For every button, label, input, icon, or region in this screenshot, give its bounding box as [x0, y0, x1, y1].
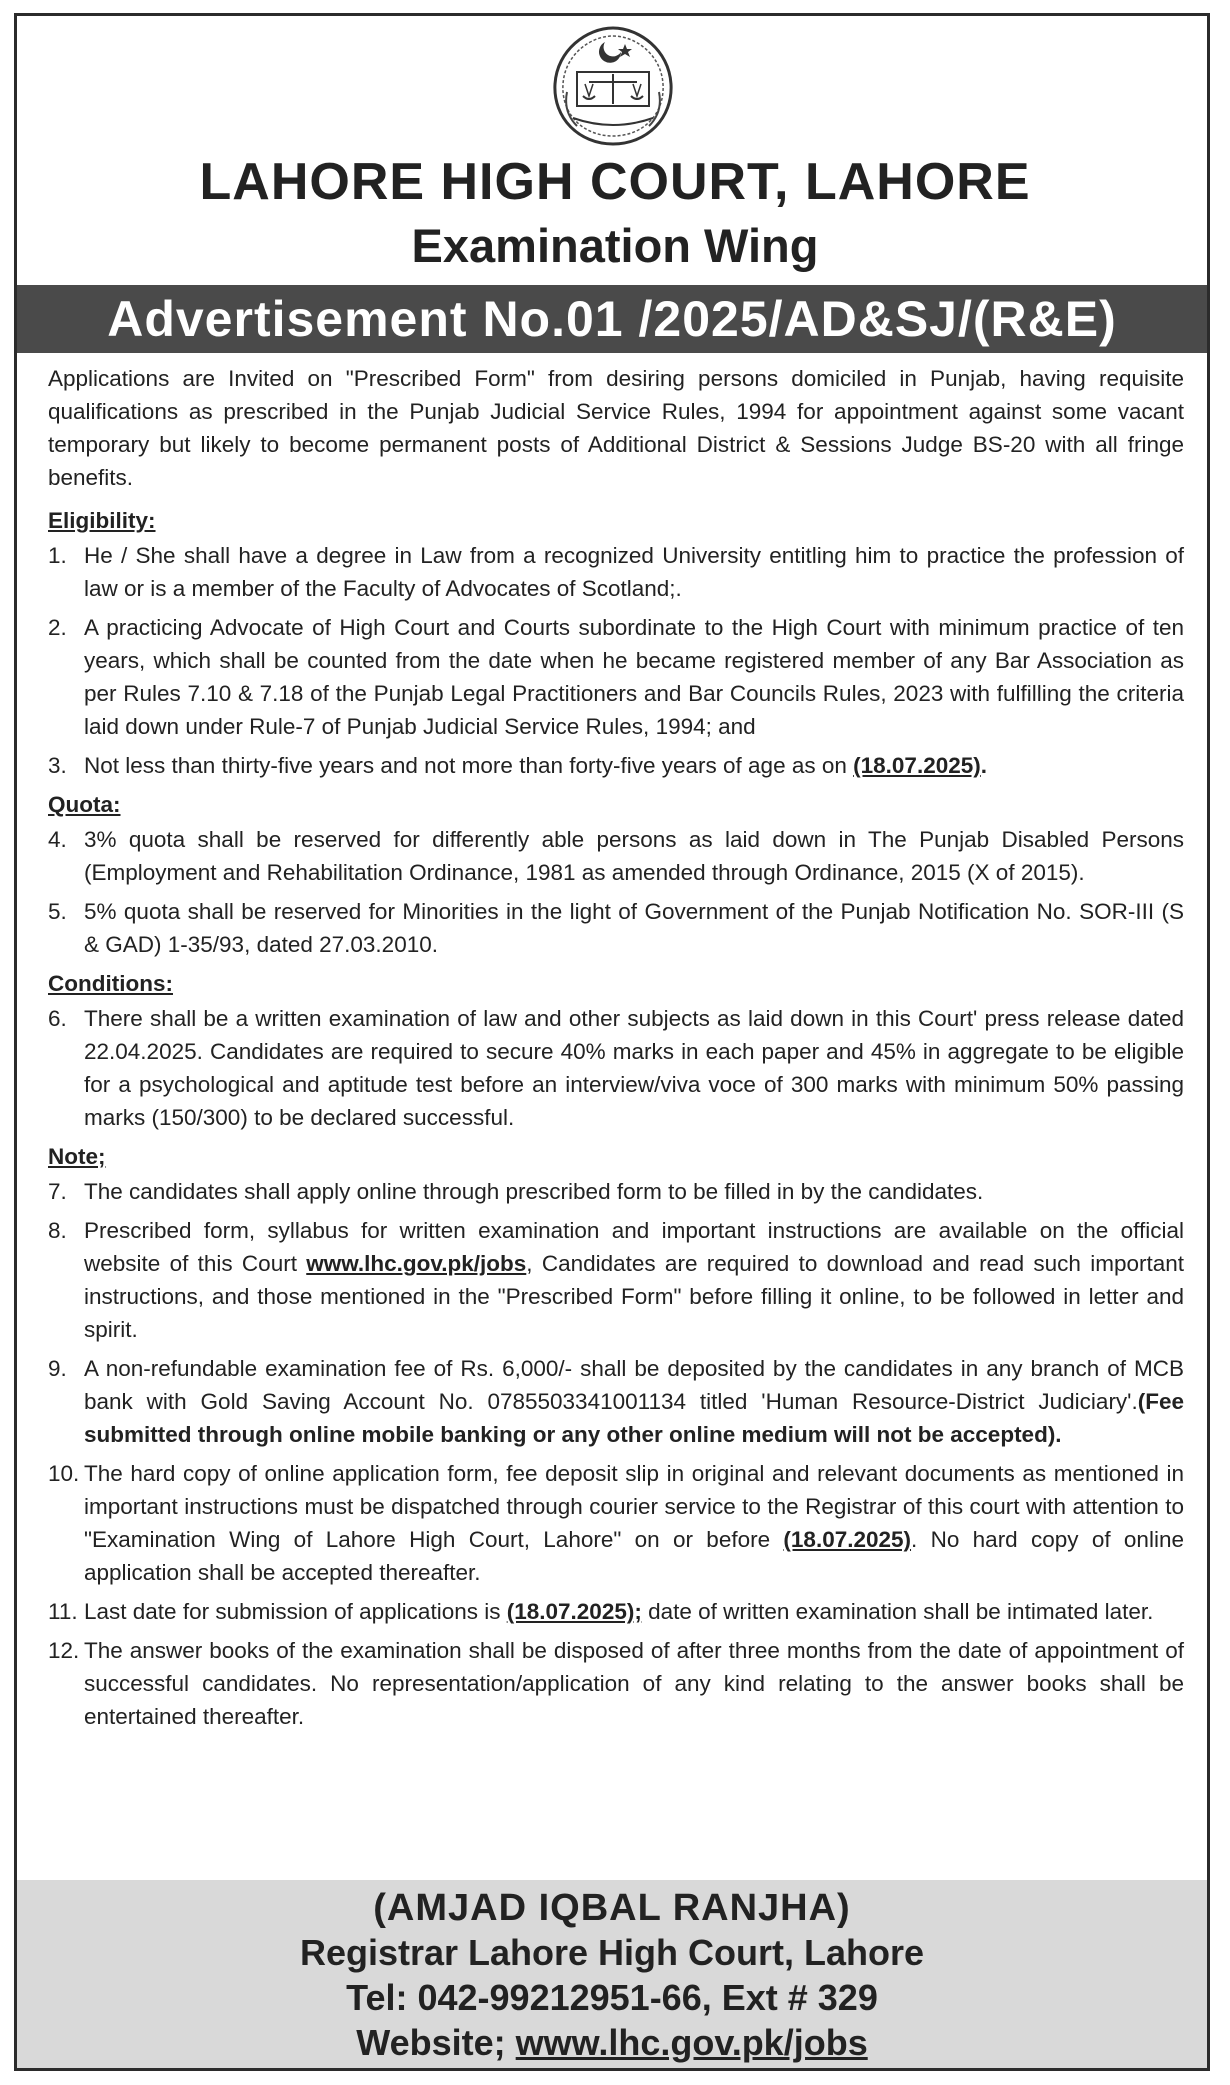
item-text: The answer books of the examination shall be disposed of after three months from the date of appointment of successful candidates. No representation/application of any kind relating to the answer books shall be entertained thereafter.: [84, 1638, 1184, 1729]
item-text: [84, 1352, 1184, 1451]
item-text-part: Prescribed form, syllabus for written examination and important instructions are available on the official website of this Court: [84, 1218, 1184, 1276]
signature-block: [17, 1880, 1207, 2068]
list-item: [48, 1595, 1184, 1628]
jobs-website-link[interactable]: www.lhc.gov.pk/jobs: [306, 1251, 527, 1276]
advertisement-body: [48, 362, 1184, 1739]
item-text: The candidates shall apply online through prescribed form to be filled in by the candidates.: [84, 1179, 984, 1204]
section-eligibility: Eligibility:: [48, 508, 156, 533]
item-text: [84, 1214, 1184, 1346]
item-text-part: , Candidates are required to download and read such important instructions, and those mentioned in the "Prescribed Form" before filling it online, to be followed in letter and spirit.: [84, 1251, 1184, 1342]
item-number: 9.: [48, 1356, 67, 1381]
list-item: [48, 1634, 1184, 1733]
intro-paragraph: Applications are Invited on "Prescribed Form" from desiring persons domiciled in Punjab, having requisite qualifications as prescribed in the Punjab Judicial Service Rules, 1994 for appointment against some vacant temporary but likely to become permanent posts of Additional District & Sessions Judge BS-20 with all fringe benefits.: [48, 366, 1184, 490]
age-date: (18.07.2025): [853, 753, 981, 778]
registrar-name: (AMJAD IQBAL RANJHA): [373, 1887, 851, 1929]
wing-title: Examination Wing: [411, 219, 819, 272]
item-number: 11.: [48, 1599, 78, 1624]
item-text: 5% quota shall be reserved for Minorities in the light of Government of the Punjab Notification No. SOR-III (S & GAD) 1-35/93, dated 27.03.2010.: [84, 899, 1184, 957]
item-text-end: date of written examination shall be intimated later.: [641, 1599, 1154, 1624]
court-title: LAHORE HIGH COURT, LAHORE: [199, 153, 1031, 211]
list-item: [48, 1175, 1184, 1208]
contact-phone: Tel: 042-99212951-66, Ext # 329: [346, 1977, 878, 2018]
item-text-part: Last date for submission of applications is: [84, 1599, 501, 1624]
list-item: [48, 749, 1184, 782]
item-text: [84, 749, 1184, 782]
advertisement-number-banner: Advertisement No.01 /2025/AD&SJ/(R&E): [17, 285, 1207, 353]
list-item: [48, 1214, 1184, 1346]
item-text-part: A non-refundable examination fee of Rs. 6,000/- shall be deposited by the candidates in any branch of MCB bank with Gold Saving Account No. 0785503341001134 titled 'Human Resource-District Judiciary'.: [84, 1356, 1184, 1414]
court-emblem-icon: [543, 22, 683, 150]
item-number: 10.: [48, 1461, 80, 1486]
item-text: He / She shall have a degree in Law from a recognized University entitling him to practice the profession of law or is a member of the Faculty of Advocates of Scotland;.: [84, 543, 1184, 601]
item-number: 8.: [48, 1218, 67, 1243]
item-number: 2.: [48, 615, 67, 640]
website-link[interactable]: www.lhc.gov.pk/jobs: [515, 2022, 868, 2063]
fee-warning: (Fee submitted through online mobile banking or any other online medium will not be accepted).: [84, 1389, 1184, 1447]
list-item: [48, 1457, 1184, 1589]
item-text-end: .: [980, 753, 988, 778]
list-item: [48, 1002, 1184, 1134]
list-item: [48, 611, 1184, 743]
website-line: [17, 2020, 1207, 2065]
list-item: [48, 823, 1184, 889]
item-text: 3% quota shall be reserved for differently able persons as laid down in The Punjab Disabled Persons (Employment and Rehabilitation Ordinance, 1981 as amended through Ordinance, 2015 (X of 2015).: [84, 827, 1184, 885]
website-label: Website;: [356, 2022, 506, 2063]
list-item: [48, 539, 1184, 605]
item-number: 3.: [48, 753, 67, 778]
item-text: There shall be a written examination of law and other subjects as laid down in this Court' press release dated 22.04.2025. Candidates are required to secure 40% marks in each paper and 45% in aggregate to be eligible for a psychological and aptitude test before an interview/viva voce of 300 marks with minimum 50% passing marks (150/300) to be declared successful.: [84, 1006, 1184, 1130]
item-number: 1.: [48, 543, 67, 568]
item-number: 7.: [48, 1179, 67, 1204]
section-note: Note;: [48, 1144, 106, 1169]
section-conditions: Conditions:: [48, 971, 173, 996]
dispatch-date: (18.07.2025): [783, 1527, 912, 1552]
item-text-part: The hard copy of online application form, fee deposit slip in original and relevant documents as mentioned in important instructions must be dispatched through courier service to the Registrar of this court with attention to "Examination Wing of Lahore High Court, Lahore" on or before: [84, 1461, 1184, 1552]
list-item: [48, 1352, 1184, 1451]
list-item: [48, 895, 1184, 961]
item-number: 12.: [48, 1638, 80, 1663]
item-text: A practicing Advocate of High Court and Courts subordinate to the High Court with minimum practice of ten years, which shall be counted from the date when he became registered member of any Bar Association as per Rules 7.10 & 7.18 of the Punjab Legal Practitioners and Bar Councils Rules, 2023 with fulfilling the criteria laid down under Rule-7 of Punjab Judicial Service Rules, 1994; and: [84, 615, 1184, 739]
item-text: [84, 1595, 1184, 1628]
item-number: 6.: [48, 1006, 67, 1031]
item-text-part: Not less than thirty-five years and not more than forty-five years of age as on: [84, 753, 847, 778]
item-text-end: . No hard copy of online application shall be accepted thereafter.: [84, 1527, 1184, 1585]
item-number: 4.: [48, 827, 67, 852]
registrar-title: Registrar Lahore High Court, Lahore: [299, 1932, 925, 1973]
item-number: 5.: [48, 899, 67, 924]
item-text: [84, 1457, 1184, 1589]
last-date: (18.07.2025);: [506, 1599, 642, 1624]
section-quota: Quota:: [48, 792, 121, 817]
